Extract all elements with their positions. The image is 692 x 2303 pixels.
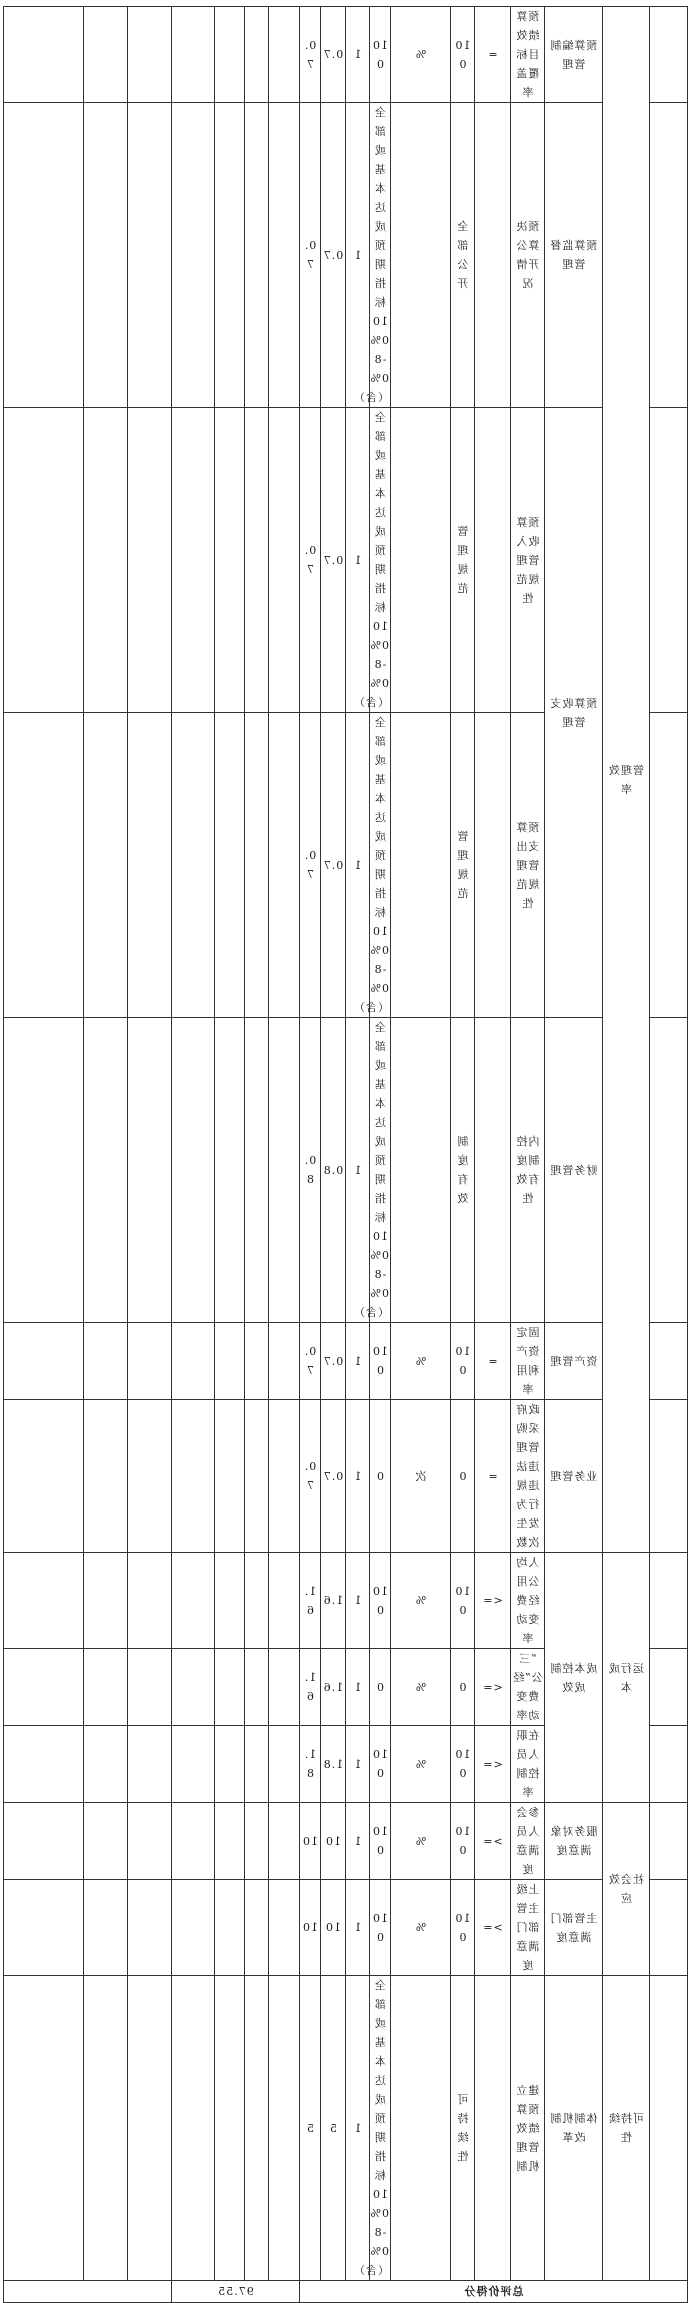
cell-blank bbox=[245, 408, 269, 713]
comparison-operator bbox=[475, 1976, 511, 2281]
cell-blank bbox=[172, 1649, 215, 1726]
unit bbox=[391, 1976, 451, 2281]
score: 1.8 bbox=[321, 1726, 346, 1803]
unit: % bbox=[391, 1553, 451, 1649]
cell-blank bbox=[245, 1649, 269, 1726]
actual-value: 全部或基本达成预期指标100%-80%（含） bbox=[370, 408, 391, 713]
cell-blank bbox=[245, 713, 269, 1018]
cell-blank bbox=[4, 1880, 84, 1976]
actual-value: 100 bbox=[370, 1323, 391, 1400]
level3-indicator: 上级主管部门满意度 bbox=[511, 1880, 545, 1976]
cell-blank bbox=[269, 1880, 300, 1976]
target-value: 制度有效 bbox=[451, 1018, 475, 1323]
final-score: 0.7 bbox=[300, 103, 321, 408]
actual-value: 0 bbox=[370, 1649, 391, 1726]
cell-blank bbox=[650, 1803, 688, 1880]
score: 1.6 bbox=[321, 1553, 346, 1649]
table-row bbox=[4, 1976, 688, 2281]
cell-blank bbox=[172, 1880, 215, 1976]
level2-indicator: 预算编制管理 bbox=[545, 7, 603, 103]
unit: % bbox=[391, 1880, 451, 1976]
cell-blank bbox=[269, 1726, 300, 1803]
cell-blank bbox=[650, 1880, 688, 1976]
weight: 1 bbox=[346, 1649, 370, 1726]
cell-blank bbox=[128, 1018, 172, 1323]
level2-indicator: 资产管理 bbox=[545, 1323, 603, 1400]
comparison-operator: >= bbox=[475, 1803, 511, 1880]
weight: 1 bbox=[346, 1323, 370, 1400]
actual-value: 100 bbox=[370, 7, 391, 103]
comparison-operator: <= bbox=[475, 1553, 511, 1649]
comparison-operator: = bbox=[475, 7, 511, 103]
cell-blank bbox=[84, 1400, 128, 1553]
cell-blank bbox=[172, 1803, 215, 1880]
actual-value: 全部或基本达成预期指标100%-80%（含） bbox=[370, 103, 391, 408]
cell-blank bbox=[269, 1323, 300, 1400]
target-value: 管理规范 bbox=[451, 713, 475, 1018]
cell-blank bbox=[4, 1323, 84, 1400]
final-score: 0.7 bbox=[300, 408, 321, 713]
cell-blank bbox=[215, 1880, 245, 1976]
final-score: 1.8 bbox=[300, 1726, 321, 1803]
level3-indicator: 预算支出管理规范性 bbox=[511, 713, 545, 1018]
cell-blank bbox=[650, 713, 688, 1018]
cell-blank bbox=[128, 1726, 172, 1803]
cell-blank bbox=[650, 1976, 688, 2281]
cell-blank bbox=[650, 1323, 688, 1400]
score: 10 bbox=[321, 1880, 346, 1976]
cell-blank bbox=[84, 1726, 128, 1803]
unit: % bbox=[391, 1726, 451, 1803]
cell-blank bbox=[245, 1553, 269, 1649]
cell-blank bbox=[4, 713, 84, 1018]
cell-blank bbox=[215, 103, 245, 408]
cell-blank bbox=[269, 1400, 300, 1553]
final-score: 10 bbox=[300, 1803, 321, 1880]
target-value: 100 bbox=[451, 1553, 475, 1649]
cell-blank bbox=[4, 2281, 172, 2303]
score: 0.7 bbox=[321, 103, 346, 408]
cell-blank bbox=[172, 1400, 215, 1553]
cell-blank bbox=[128, 713, 172, 1018]
table-row bbox=[4, 1803, 688, 1880]
actual-value: 100 bbox=[370, 1553, 391, 1649]
cell-blank bbox=[245, 1880, 269, 1976]
cell-blank bbox=[269, 408, 300, 713]
cell-blank bbox=[245, 1803, 269, 1880]
actual-value: 100 bbox=[370, 1726, 391, 1803]
cell-blank bbox=[215, 1726, 245, 1803]
cell-blank bbox=[172, 408, 215, 713]
cell-blank bbox=[269, 1803, 300, 1880]
comparison-operator bbox=[475, 713, 511, 1018]
comparison-operator: = bbox=[475, 1400, 511, 1553]
cell-blank bbox=[84, 103, 128, 408]
cell-blank bbox=[245, 103, 269, 408]
unit: % bbox=[391, 1649, 451, 1726]
cell-blank bbox=[4, 408, 84, 713]
target-value: 100 bbox=[451, 1880, 475, 1976]
unit bbox=[391, 408, 451, 713]
level3-indicator: 固定资产利用率 bbox=[511, 1323, 545, 1400]
cell-blank bbox=[650, 1649, 688, 1726]
cell-blank bbox=[245, 7, 269, 103]
cell-blank bbox=[4, 1553, 84, 1649]
cell-blank bbox=[650, 1553, 688, 1649]
target-value: 管理规范 bbox=[451, 408, 475, 713]
level2-indicator: 体制机制改革 bbox=[545, 1976, 603, 2281]
level1-indicator: 运行成本 bbox=[603, 1553, 650, 1803]
level3-indicator: 预算绩效目标覆盖率 bbox=[511, 7, 545, 103]
cell-blank bbox=[128, 103, 172, 408]
cell-blank bbox=[84, 1018, 128, 1323]
unit bbox=[391, 103, 451, 408]
weight: 1 bbox=[346, 1553, 370, 1649]
weight: 1 bbox=[346, 408, 370, 713]
cell-blank bbox=[172, 7, 215, 103]
level3-indicator: 预算收入管理规范性 bbox=[511, 408, 545, 713]
target-value: 100 bbox=[451, 1323, 475, 1400]
target-value: 100 bbox=[451, 1726, 475, 1803]
cell-blank bbox=[84, 1649, 128, 1726]
score: 1.6 bbox=[321, 1649, 346, 1726]
cell-blank bbox=[84, 408, 128, 713]
level3-indicator: 人均公用经费变动率 bbox=[511, 1553, 545, 1649]
cell-blank bbox=[4, 1400, 84, 1553]
total-score-label: 总评价得分 bbox=[300, 2281, 688, 2303]
cell-blank bbox=[269, 7, 300, 103]
final-score: 5 bbox=[300, 1976, 321, 2281]
cell-blank bbox=[215, 1649, 245, 1726]
final-score: 10 bbox=[300, 1880, 321, 1976]
weight: 1 bbox=[346, 103, 370, 408]
comparison-operator bbox=[475, 103, 511, 408]
cell-blank bbox=[650, 1726, 688, 1803]
table-row bbox=[4, 1400, 688, 1553]
actual-value: 0 bbox=[370, 1400, 391, 1553]
cell-blank bbox=[4, 1018, 84, 1323]
actual-value: 全部或基本达成预期指标100%-80%（含） bbox=[370, 1976, 391, 2281]
weight: 1 bbox=[346, 1976, 370, 2281]
score: 0.7 bbox=[321, 7, 346, 103]
cell-blank bbox=[128, 1323, 172, 1400]
unit: % bbox=[391, 7, 451, 103]
cell-blank bbox=[215, 7, 245, 103]
table-row bbox=[4, 1323, 688, 1400]
comparison-operator: = bbox=[475, 1323, 511, 1400]
table-row bbox=[4, 7, 688, 103]
comparison-operator: <= bbox=[475, 1649, 511, 1726]
comparison-operator bbox=[475, 408, 511, 713]
cell-blank bbox=[84, 1803, 128, 1880]
cell-blank bbox=[269, 1018, 300, 1323]
level2-indicator: 服务对象满意度 bbox=[545, 1803, 603, 1880]
weight: 1 bbox=[346, 1880, 370, 1976]
cell-blank bbox=[245, 1726, 269, 1803]
cell-blank bbox=[128, 1400, 172, 1553]
cell-blank bbox=[172, 1553, 215, 1649]
level1-indicator: 社会效应 bbox=[603, 1803, 650, 1976]
cell-blank bbox=[269, 713, 300, 1018]
cell-blank bbox=[215, 1018, 245, 1323]
cell-blank bbox=[4, 1726, 84, 1803]
table-row bbox=[4, 103, 688, 408]
final-score: 1.6 bbox=[300, 1553, 321, 1649]
cell-blank bbox=[84, 713, 128, 1018]
cell-blank bbox=[4, 1803, 84, 1880]
cell-blank bbox=[128, 1976, 172, 2281]
target-value: 0 bbox=[451, 1649, 475, 1726]
cell-blank bbox=[172, 1976, 215, 2281]
total-row bbox=[4, 2281, 688, 2303]
actual-value: 全部或基本达成预期指标100%-80%（含） bbox=[370, 713, 391, 1018]
comparison-operator: <= bbox=[475, 1726, 511, 1803]
level2-indicator: 预算监督管理 bbox=[545, 103, 603, 408]
unit bbox=[391, 713, 451, 1018]
unit: % bbox=[391, 1323, 451, 1400]
score: 0.7 bbox=[321, 1400, 346, 1553]
cell-blank bbox=[128, 7, 172, 103]
final-score: 0.7 bbox=[300, 713, 321, 1018]
cell-blank bbox=[172, 1323, 215, 1400]
score: 0.8 bbox=[321, 1018, 346, 1323]
final-score: 1.6 bbox=[300, 1649, 321, 1726]
weight: 1 bbox=[346, 1018, 370, 1323]
cell-blank bbox=[650, 1018, 688, 1323]
cell-blank bbox=[128, 1553, 172, 1649]
cell-blank bbox=[650, 1400, 688, 1553]
target-value: 100 bbox=[451, 1803, 475, 1880]
level3-indicator: 预决算公开情况 bbox=[511, 103, 545, 408]
final-score: 0.7 bbox=[300, 1323, 321, 1400]
weight: 1 bbox=[346, 713, 370, 1018]
cell-blank bbox=[4, 1649, 84, 1726]
cell-blank bbox=[84, 1323, 128, 1400]
level3-indicator: 参会人员满意度 bbox=[511, 1803, 545, 1880]
unit bbox=[391, 1018, 451, 1323]
cell-blank bbox=[650, 408, 688, 713]
target-value: 100 bbox=[451, 7, 475, 103]
actual-value: 全部或基本达成预期指标100%-80%（含） bbox=[370, 1018, 391, 1323]
final-score: 0.7 bbox=[300, 1400, 321, 1553]
cell-blank bbox=[84, 7, 128, 103]
cell-blank bbox=[245, 1323, 269, 1400]
actual-value: 100 bbox=[370, 1803, 391, 1880]
target-value: 全部公开 bbox=[451, 103, 475, 408]
cell-blank bbox=[245, 1400, 269, 1553]
level2-indicator: 财务管理 bbox=[545, 1018, 603, 1323]
cell-blank bbox=[128, 1880, 172, 1976]
cell-blank bbox=[269, 1553, 300, 1649]
level1-indicator: 可持续性 bbox=[603, 1976, 650, 2281]
cell-blank bbox=[245, 1018, 269, 1323]
table-row bbox=[4, 408, 688, 713]
cell-blank bbox=[128, 1649, 172, 1726]
comparison-operator: >= bbox=[475, 1880, 511, 1976]
score: 0.7 bbox=[321, 1323, 346, 1400]
cell-blank bbox=[4, 103, 84, 408]
actual-value: 100 bbox=[370, 1880, 391, 1976]
cell-blank bbox=[128, 408, 172, 713]
table-row bbox=[4, 1018, 688, 1323]
cell-blank bbox=[84, 1553, 128, 1649]
cell-blank bbox=[245, 1976, 269, 2281]
level1-indicator: 管理效率 bbox=[603, 7, 650, 1553]
total-score-value: 97.55 bbox=[172, 2281, 300, 2303]
cell-blank bbox=[215, 1976, 245, 2281]
cell-blank bbox=[172, 713, 215, 1018]
level3-indicator: 建立预算绩效管理机制 bbox=[511, 1976, 545, 2281]
weight: 1 bbox=[346, 7, 370, 103]
cell-blank bbox=[215, 1553, 245, 1649]
cell-blank bbox=[650, 7, 688, 103]
table-row bbox=[4, 1880, 688, 1976]
weight: 1 bbox=[346, 1400, 370, 1553]
final-score: 0.7 bbox=[300, 7, 321, 103]
level2-indicator: 主管部门满意度 bbox=[545, 1880, 603, 1976]
cell-blank bbox=[215, 1323, 245, 1400]
cell-blank bbox=[215, 713, 245, 1018]
target-value: 0 bbox=[451, 1400, 475, 1553]
table-row bbox=[4, 1553, 688, 1649]
level3-indicator: 在职人员控制率 bbox=[511, 1726, 545, 1803]
level2-indicator: 预算收支管理 bbox=[545, 408, 603, 1018]
cell-blank bbox=[650, 103, 688, 408]
level3-indicator: 内控制度有效性 bbox=[511, 1018, 545, 1323]
target-value: 可持续性 bbox=[451, 1976, 475, 2281]
weight: 1 bbox=[346, 1803, 370, 1880]
cell-blank bbox=[4, 7, 84, 103]
unit: 次 bbox=[391, 1400, 451, 1553]
evaluation-table bbox=[3, 6, 688, 2303]
level3-indicator: “三公”经费变动率 bbox=[511, 1649, 545, 1726]
score: 5 bbox=[321, 1976, 346, 2281]
level2-indicator: 业务管理 bbox=[545, 1400, 603, 1553]
score: 10 bbox=[321, 1803, 346, 1880]
cell-blank bbox=[215, 408, 245, 713]
score: 0.7 bbox=[321, 408, 346, 713]
score: 0.7 bbox=[321, 713, 346, 1018]
cell-blank bbox=[172, 1018, 215, 1323]
level2-indicator: 成本控制成效 bbox=[545, 1553, 603, 1803]
cell-blank bbox=[269, 103, 300, 408]
cell-blank bbox=[269, 1649, 300, 1726]
cell-blank bbox=[128, 1803, 172, 1880]
cell-blank bbox=[269, 1976, 300, 2281]
level3-indicator: 政府采购管理违法违规行为发生次数 bbox=[511, 1400, 545, 1553]
weight: 1 bbox=[346, 1726, 370, 1803]
unit: % bbox=[391, 1803, 451, 1880]
cell-blank bbox=[84, 1880, 128, 1976]
cell-blank bbox=[84, 1976, 128, 2281]
cell-blank bbox=[4, 1976, 84, 2281]
cell-blank bbox=[215, 1400, 245, 1553]
final-score: 0.8 bbox=[300, 1018, 321, 1323]
cell-blank bbox=[172, 103, 215, 408]
comparison-operator bbox=[475, 1018, 511, 1323]
cell-blank bbox=[172, 1726, 215, 1803]
cell-blank bbox=[215, 1803, 245, 1880]
